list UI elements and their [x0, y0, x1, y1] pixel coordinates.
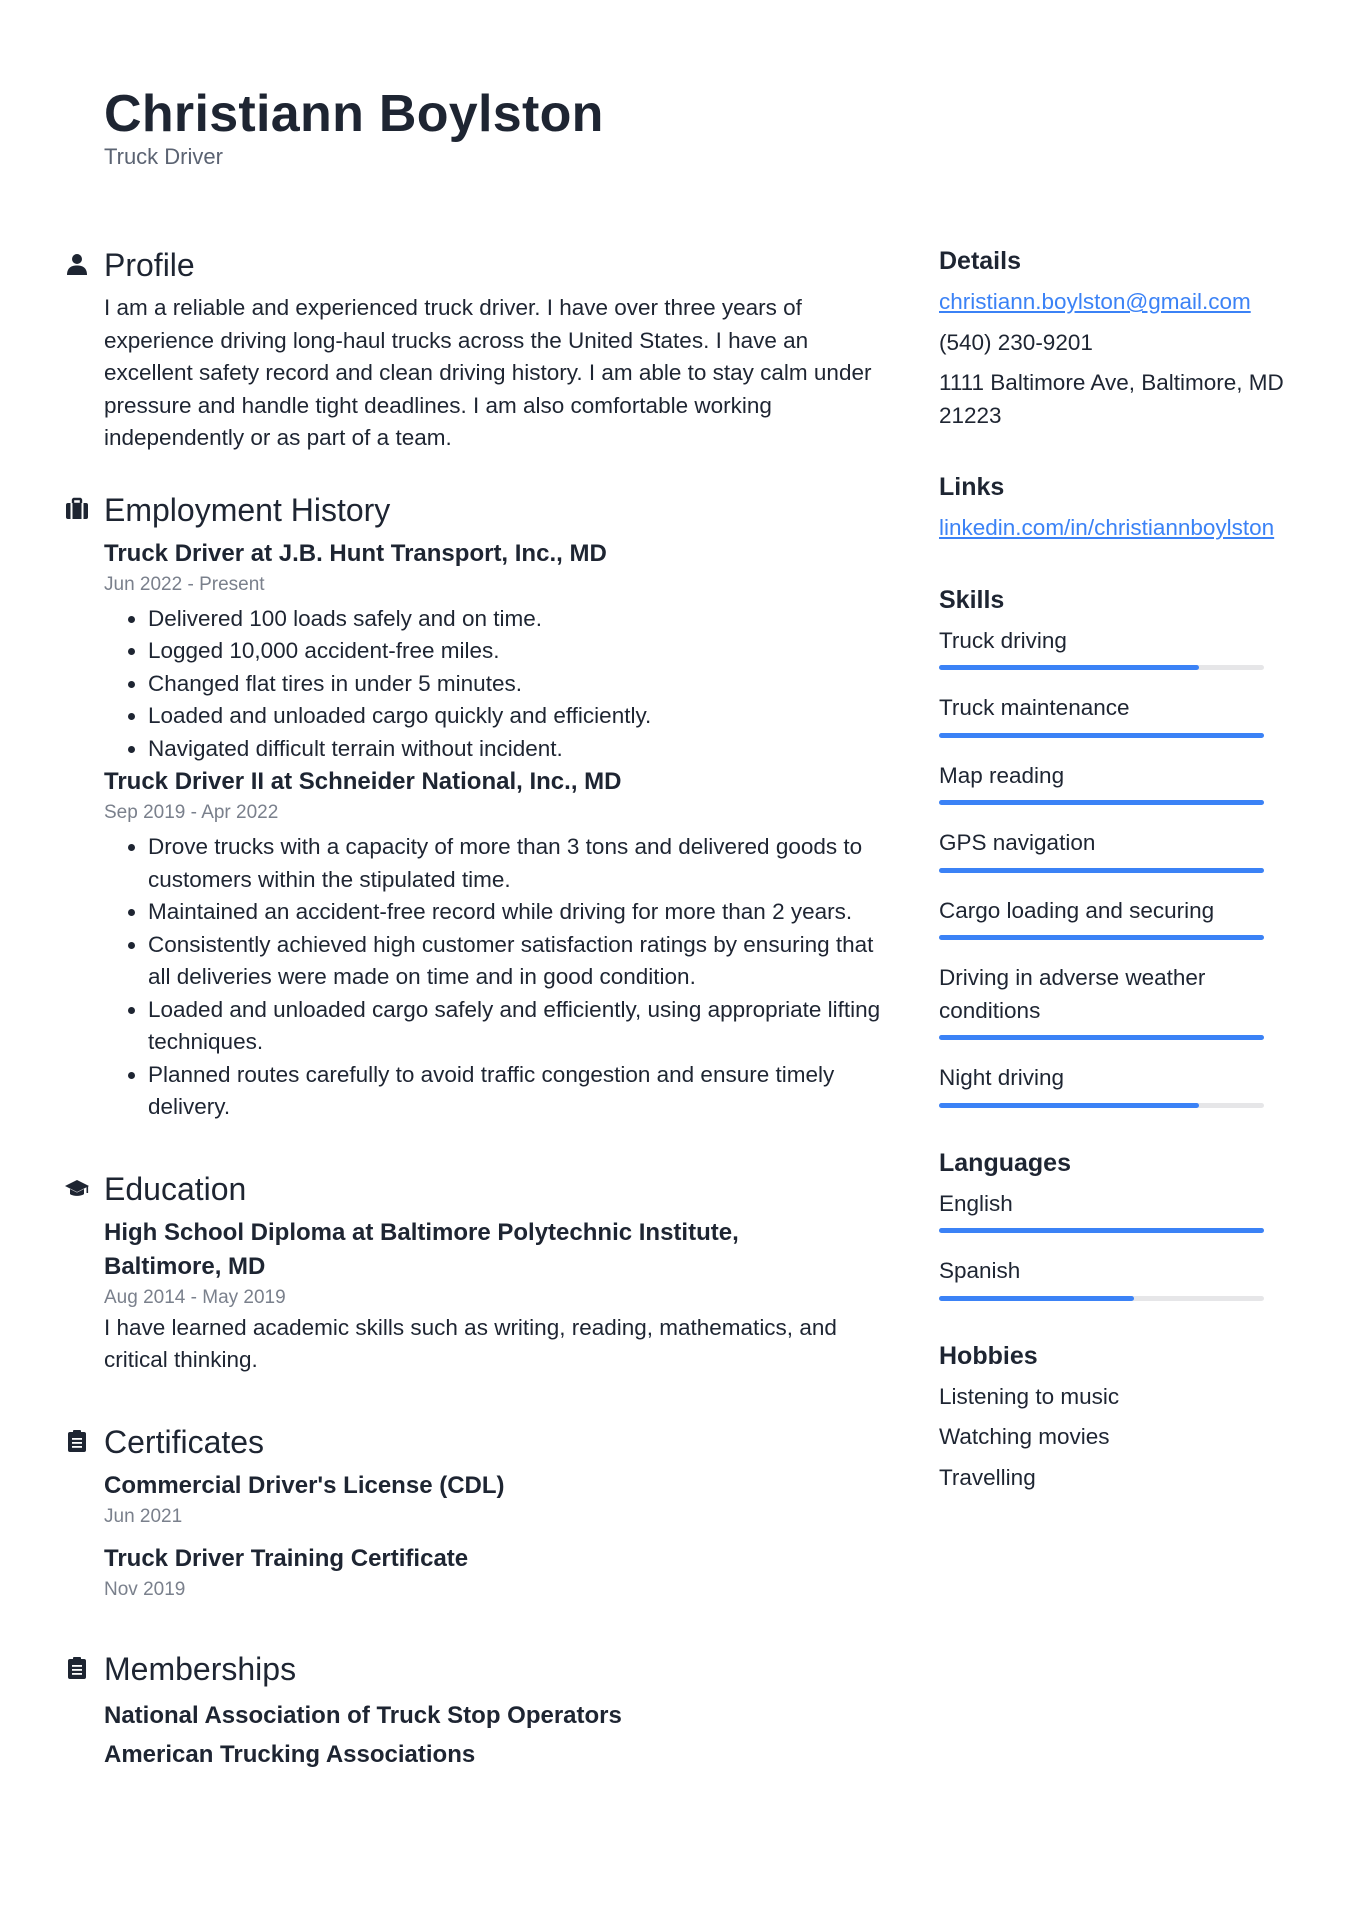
- skill-name: Truck driving: [939, 627, 1067, 653]
- skills-section: [939, 583, 1299, 1108]
- language-item: [939, 1188, 1299, 1234]
- section-title: Certificates: [104, 1423, 265, 1460]
- job-dates: Jun 2022 - Present: [104, 573, 265, 595]
- skill-bar: [939, 665, 1264, 670]
- skill-item: [939, 1062, 1299, 1108]
- skill-bar-fill: [939, 868, 1264, 873]
- list-item: • Planned routes carefully to avoid traffic congestion and ensure timely delivery.: [148, 1059, 884, 1124]
- language-bar-fill: [939, 1228, 1264, 1233]
- skill-item: [939, 827, 1299, 873]
- skill-bar-fill: [939, 1035, 1264, 1040]
- hobbies-section: [939, 1339, 1299, 1495]
- section-title: Education: [104, 1170, 247, 1207]
- language-bar-fill: [939, 1296, 1134, 1301]
- certificate-entry: [104, 1542, 884, 1604]
- main-column: [104, 244, 884, 1774]
- skill-bar-fill: [939, 665, 1199, 670]
- job-dates: Sep 2019 - Apr 2022: [104, 802, 279, 823]
- education-text: I have learned academic skills such as writing, reading, mathematics, and critical thinking.: [104, 1314, 837, 1372]
- skill-bar: [939, 935, 1264, 940]
- job-title: Truck Driver II at Schneider National, Inc., MD: [104, 768, 622, 795]
- skill-item: [939, 760, 1299, 806]
- list-item: • Loaded and unloaded cargo quickly and efficiently.: [148, 700, 884, 733]
- skills-heading: Skills: [939, 585, 1005, 614]
- address: 1111 Baltimore Ave, Baltimore, MD 21223: [939, 370, 1284, 428]
- details-section: [939, 244, 1299, 432]
- language-bar: [939, 1228, 1264, 1233]
- profile-section: [104, 244, 884, 455]
- skill-item: [939, 895, 1299, 941]
- list-item: • Navigated difficult terrain without incident.: [148, 733, 884, 766]
- skill-bar-fill: [939, 733, 1264, 738]
- languages-heading: Languages: [939, 1148, 1071, 1177]
- certificate-name: Commercial Driver's License (CDL): [104, 1471, 505, 1499]
- skill-bar: [939, 733, 1264, 738]
- skill-bar: [939, 868, 1264, 873]
- list-item: • Consistently achieved high customer satisfaction ratings by ensuring that all deliveries were made on time and in good condition.: [148, 929, 884, 994]
- language-item: [939, 1255, 1299, 1301]
- phone-number: (540) 230-9201: [939, 329, 1093, 355]
- linkedin-link[interactable]: linkedin.com/in/christiannboylston: [939, 515, 1275, 540]
- list-item: • Changed flat tires in under 5 minutes.: [148, 668, 884, 701]
- skill-bar: [939, 1035, 1264, 1040]
- skill-name: Driving in adverse weather conditions: [939, 965, 1206, 1023]
- job-title: Truck Driver at J.B. Hunt Transport, Inc., MD: [104, 539, 607, 567]
- graduation-cap-icon: [65, 1176, 89, 1200]
- email-link[interactable]: christiann.boylston@gmail.com: [939, 289, 1251, 314]
- language-name: Spanish: [939, 1258, 1021, 1283]
- skill-name: Cargo loading and securing: [939, 897, 1215, 923]
- candidate-role: Truck Driver: [104, 144, 223, 169]
- job-entry: [104, 765, 884, 1124]
- skill-item: [939, 692, 1299, 738]
- language-name: English: [939, 1190, 1013, 1216]
- hobby-item: Listening to music: [939, 1383, 1120, 1409]
- skill-name: Night driving: [939, 1065, 1065, 1090]
- details-heading: Details: [939, 247, 1021, 275]
- skill-bar-fill: [939, 935, 1264, 940]
- job-entry: [104, 537, 884, 766]
- skill-name: Map reading: [939, 762, 1065, 788]
- hobby-item: Travelling: [939, 1464, 1036, 1490]
- education-section: [104, 1168, 884, 1377]
- list-item: • Drove trucks with a capacity of more than 3 tons and delivered goods to customers within the stipulated time.: [148, 831, 884, 896]
- certificate-date: Jun 2021: [104, 1505, 183, 1527]
- hobby-item: Watching movies: [939, 1424, 1110, 1449]
- skill-item: [939, 625, 1299, 671]
- skill-name: Truck maintenance: [939, 695, 1130, 720]
- briefcase-icon: [65, 497, 89, 521]
- education-dates: Aug 2014 - May 2019: [104, 1286, 286, 1308]
- skill-bar-fill: [939, 800, 1264, 805]
- section-title: Profile: [104, 247, 195, 283]
- sidebar-column: [939, 244, 1299, 1494]
- degree-title: High School Diploma at Baltimore Polytechnic Institute, Baltimore, MD: [104, 1218, 739, 1280]
- certificate-date: Nov 2019: [104, 1578, 186, 1600]
- memberships-section: [104, 1648, 884, 1774]
- skill-name: GPS navigation: [939, 830, 1096, 855]
- skill-item: [939, 962, 1299, 1040]
- section-title: Employment History: [104, 491, 391, 528]
- certificate-name: Truck Driver Training Certificate: [104, 1544, 469, 1572]
- skill-bar: [939, 800, 1264, 805]
- candidate-name: Christiann Boylston: [104, 85, 604, 143]
- employment-section: [104, 489, 884, 1124]
- language-bar: [939, 1296, 1264, 1301]
- section-title: Memberships: [104, 1650, 297, 1687]
- languages-section: [939, 1146, 1299, 1301]
- links-heading: Links: [939, 473, 1005, 501]
- certificates-section: [104, 1421, 884, 1604]
- list-item: • Logged 10,000 accident-free miles.: [148, 635, 884, 668]
- list-item: • Loaded and unloaded cargo safely and efficiently, using appropriate lifting techniques.: [148, 994, 884, 1059]
- job-bullets: [104, 831, 884, 1124]
- clipboard-icon: [65, 1429, 89, 1453]
- list-item: • Delivered 100 loads safely and on time.: [148, 603, 884, 636]
- membership-item: National Association of Truck Stop Operators: [104, 1701, 622, 1729]
- hobbies-heading: Hobbies: [939, 1341, 1038, 1370]
- job-bullets: [104, 603, 884, 766]
- certificate-entry: [104, 1469, 884, 1531]
- skill-bar: [939, 1103, 1264, 1108]
- membership-item: American Trucking Associations: [104, 1740, 476, 1768]
- links-section: [939, 470, 1299, 545]
- user-icon: [65, 252, 89, 276]
- skill-bar-fill: [939, 1103, 1199, 1108]
- profile-text: I am a reliable and experienced truck driver. I have over three years of experience driving long-haul trucks across the United States. I have an excellent safety record and clean driving history. I am able to stay calm under pressure and handle tight deadlines. I am also comfortable working independently or as part of a team.: [104, 295, 872, 450]
- list-item: • Maintained an accident-free record while driving for more than 2 years.: [148, 896, 884, 929]
- clipboard-icon: [65, 1656, 89, 1680]
